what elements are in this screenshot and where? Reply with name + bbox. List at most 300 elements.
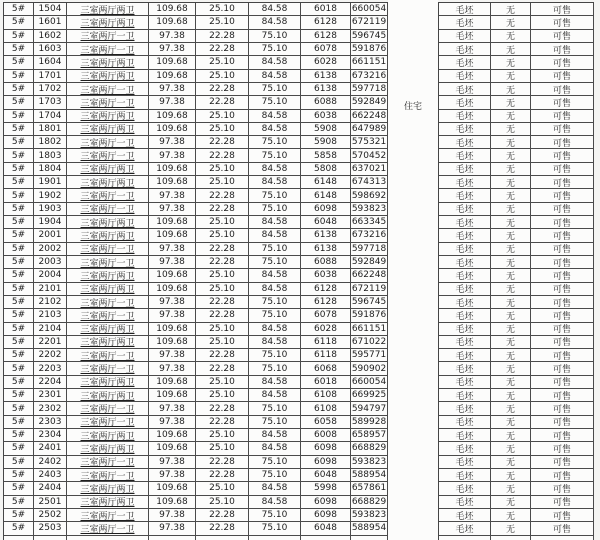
cell-decoration: 毛坯 xyxy=(439,229,491,242)
cell-unit-type[interactable]: 三室两厅一卫 xyxy=(67,243,149,256)
cell-decoration: 毛坯 xyxy=(439,496,491,509)
cell-area: 109.68 xyxy=(149,376,196,389)
cell-area: 109.68 xyxy=(149,3,196,16)
cell-building: 5# xyxy=(4,416,34,429)
cell-unit-type[interactable]: 三室两厅两卫 xyxy=(67,229,149,242)
cell-sale-status: 可售 xyxy=(531,442,594,455)
cell-area: 97.38 xyxy=(149,309,196,322)
cell-total-price: 661151 xyxy=(351,56,388,69)
cell-unit-type[interactable]: 三室两厅一卫 xyxy=(67,522,149,535)
cell-shared-area: 25.10 xyxy=(196,110,249,123)
cell-decoration: 毛坯 xyxy=(439,509,491,522)
cell-unit-type[interactable]: 三室两厅两卫 xyxy=(67,442,149,455)
cell-inner-area: 84.58 xyxy=(249,283,301,296)
cell-room-number: 1902 xyxy=(34,189,67,202)
cell-room-number: 2302 xyxy=(34,402,67,415)
cell-unit-type[interactable]: 三室两厅两卫 xyxy=(67,283,149,296)
cell-inner-area: 75.10 xyxy=(249,83,301,96)
cell-unit-price: 6038 xyxy=(301,110,351,123)
cell-area: 97.38 xyxy=(149,296,196,309)
cell-room-number: 2102 xyxy=(34,296,67,309)
cell-unit-type[interactable]: 三室两厅一卫 xyxy=(67,189,149,202)
cell-unit-price: 6078 xyxy=(301,43,351,56)
cell-room-number: 2103 xyxy=(34,309,67,322)
cell-sale-status: 可售 xyxy=(531,70,594,83)
cell-area: 97.38 xyxy=(149,469,196,482)
cell-unit-price: 6018 xyxy=(301,3,351,16)
cell-unit-type xyxy=(67,536,149,540)
cell-inner-area: 75.10 xyxy=(249,469,301,482)
cell-area: 109.68 xyxy=(149,389,196,402)
cell-shared-area: 25.10 xyxy=(196,336,249,349)
cell-decoration: 毛坯 xyxy=(439,216,491,229)
cell-area: 97.38 xyxy=(149,416,196,429)
cell-mortgage: 无 xyxy=(491,269,531,282)
residential-label: 住宅 xyxy=(403,102,422,112)
cell-unit-type[interactable]: 三室两厅两卫 xyxy=(67,496,149,509)
cell-area: 97.38 xyxy=(149,30,196,43)
cell-unit-price: 6048 xyxy=(301,469,351,482)
cell-shared-area: 22.28 xyxy=(196,349,249,362)
cell-room-number: 1603 xyxy=(34,43,67,56)
cell-building: 5# xyxy=(4,362,34,375)
cell-total-price: 570452 xyxy=(351,149,388,162)
cell-building: 5# xyxy=(4,229,34,242)
cell-area: 109.68 xyxy=(149,70,196,83)
cell-decoration: 毛坯 xyxy=(439,83,491,96)
cell-total-price: 588954 xyxy=(351,469,388,482)
cell-building: 5# xyxy=(4,83,34,96)
cell-decoration: 毛坯 xyxy=(439,309,491,322)
cell-unit-type[interactable]: 三室两厅一卫 xyxy=(67,136,149,149)
cell-total-price: 657861 xyxy=(351,482,388,495)
cell-area: 97.38 xyxy=(149,456,196,469)
sale-status-table xyxy=(438,2,594,540)
cell-unit-type[interactable]: 三室两厅两卫 xyxy=(67,389,149,402)
cell-unit-price: 6028 xyxy=(301,323,351,336)
cell-unit-type[interactable]: 三室两厅两卫 xyxy=(67,376,149,389)
cell-unit-type[interactable]: 三室两厅两卫 xyxy=(67,429,149,442)
cell-shared-area: 25.10 xyxy=(196,229,249,242)
cell-mortgage: 无 xyxy=(491,323,531,336)
cell-sale-status: 可售 xyxy=(531,243,594,256)
cell-sale-status: 可售 xyxy=(531,189,594,202)
cell-shared-area: 25.10 xyxy=(196,123,249,136)
cell-room-number: 2002 xyxy=(34,243,67,256)
cell-mortgage: 无 xyxy=(491,136,531,149)
cell-mortgage: 无 xyxy=(491,203,531,216)
cell-unit-type[interactable]: 三室两厅一卫 xyxy=(67,349,149,362)
cell-room-number: 2503 xyxy=(34,522,67,535)
cell-total-price: 598692 xyxy=(351,189,388,202)
cell-building: 5# xyxy=(4,349,34,362)
cell-unit-type[interactable]: 三室两厅两卫 xyxy=(67,216,149,229)
cell-inner-area: 84.58 xyxy=(249,123,301,136)
cell-unit-type[interactable]: 三室两厅一卫 xyxy=(67,469,149,482)
cell-unit-type[interactable]: 三室两厅一卫 xyxy=(67,43,149,56)
cell-unit-price: 6108 xyxy=(301,402,351,415)
cell-room-number: 1703 xyxy=(34,96,67,109)
cell-mortgage: 无 xyxy=(491,402,531,415)
cell-room-number: 2203 xyxy=(34,362,67,375)
cell-building: 5# xyxy=(4,456,34,469)
cell-room-number: 1803 xyxy=(34,149,67,162)
cell-decoration: 毛坯 xyxy=(439,243,491,256)
cell-mortgage: 无 xyxy=(491,110,531,123)
cell-unit-type[interactable]: 三室两厅两卫 xyxy=(67,336,149,349)
cell-unit-price: 6088 xyxy=(301,96,351,109)
cell-unit-type[interactable]: 三室两厅一卫 xyxy=(67,256,149,269)
cell-inner-area: 75.10 xyxy=(249,416,301,429)
cell-total-price: 590902 xyxy=(351,362,388,375)
cell-inner-area xyxy=(249,536,301,540)
cell-building xyxy=(4,536,34,540)
cell-room-number: 1701 xyxy=(34,70,67,83)
cell-room-number: 2502 xyxy=(34,509,67,522)
cell-mortgage: 无 xyxy=(491,123,531,136)
cell-unit-price: 6148 xyxy=(301,189,351,202)
cell-unit-type[interactable]: 三室两厅一卫 xyxy=(67,309,149,322)
cell-unit-type[interactable]: 三室两厅两卫 xyxy=(67,70,149,83)
cell-room-number: 2202 xyxy=(34,349,67,362)
cell-sale-status: 可售 xyxy=(531,123,594,136)
cell-unit-type[interactable]: 三室两厅两卫 xyxy=(67,110,149,123)
cell-decoration: 毛坯 xyxy=(439,296,491,309)
cell-sale-status: 可售 xyxy=(531,43,594,56)
cell-decoration: 毛坯 xyxy=(439,376,491,389)
cell-mortgage: 无 xyxy=(491,416,531,429)
cell-total-price: 672119 xyxy=(351,283,388,296)
cell-total-price: 671022 xyxy=(351,336,388,349)
cell-decoration: 毛坯 xyxy=(439,416,491,429)
cell-mortgage: 无 xyxy=(491,149,531,162)
cell-unit-price: 6048 xyxy=(301,216,351,229)
cell-room-number: 2104 xyxy=(34,323,67,336)
cell-building: 5# xyxy=(4,509,34,522)
cell-area xyxy=(149,536,196,540)
cell-room-number: 2204 xyxy=(34,376,67,389)
cell-unit-price: 6098 xyxy=(301,509,351,522)
cell-shared-area: 25.10 xyxy=(196,482,249,495)
cell-shared-area: 25.10 xyxy=(196,176,249,189)
cell-building: 5# xyxy=(4,3,34,16)
cell-unit-type[interactable]: 三室两厅两卫 xyxy=(67,16,149,29)
cell-decoration: 毛坯 xyxy=(439,429,491,442)
cell-mortgage: 无 xyxy=(491,309,531,322)
cell-area: 109.68 xyxy=(149,163,196,176)
cell-area: 109.68 xyxy=(149,442,196,455)
cell-shared-area: 22.28 xyxy=(196,522,249,535)
cell-unit-type[interactable]: 三室两厅两卫 xyxy=(67,3,149,16)
cell-total-price: 668829 xyxy=(351,496,388,509)
cell-sale-status: 可售 xyxy=(531,336,594,349)
cell-mortgage: 无 xyxy=(491,243,531,256)
cell-total-price: 661151 xyxy=(351,323,388,336)
cell-room-number: 1802 xyxy=(34,136,67,149)
cell-inner-area: 75.10 xyxy=(249,189,301,202)
cell-unit-price: 6118 xyxy=(301,349,351,362)
cell-inner-area: 84.58 xyxy=(249,336,301,349)
cell-decoration: 毛坯 xyxy=(439,136,491,149)
cell-building: 5# xyxy=(4,43,34,56)
cell-inner-area: 75.10 xyxy=(249,149,301,162)
cell-inner-area: 75.10 xyxy=(249,43,301,56)
cell-area: 109.68 xyxy=(149,176,196,189)
cell-shared-area: 22.28 xyxy=(196,136,249,149)
cell-room-number: 1801 xyxy=(34,123,67,136)
cell-total-price: 669925 xyxy=(351,389,388,402)
cell-unit-price: 6098 xyxy=(301,203,351,216)
cell-room-number: 2101 xyxy=(34,283,67,296)
cell-building: 5# xyxy=(4,163,34,176)
cell-mortgage: 无 xyxy=(491,522,531,535)
cell-shared-area: 22.28 xyxy=(196,456,249,469)
cell-building: 5# xyxy=(4,482,34,495)
cell-building: 5# xyxy=(4,256,34,269)
cell-decoration: 毛坯 xyxy=(439,456,491,469)
cell-area: 109.68 xyxy=(149,323,196,336)
cell-shared-area: 22.28 xyxy=(196,416,249,429)
cell-unit-type[interactable]: 三室两厅两卫 xyxy=(67,176,149,189)
cell-unit-price: 5908 xyxy=(301,123,351,136)
cell-area: 97.38 xyxy=(149,243,196,256)
cell-inner-area: 84.58 xyxy=(249,229,301,242)
cell-total-price: 662248 xyxy=(351,269,388,282)
cell-building: 5# xyxy=(4,16,34,29)
cell-total-price: 595771 xyxy=(351,349,388,362)
cell-sale-status: 可售 xyxy=(531,349,594,362)
cell-mortgage: 无 xyxy=(491,482,531,495)
cell-unit-type[interactable]: 三室两厅两卫 xyxy=(67,123,149,136)
cell-mortgage: 无 xyxy=(491,216,531,229)
cell-unit-price: 6008 xyxy=(301,429,351,442)
cell-total-price: 591876 xyxy=(351,309,388,322)
cell-sale-status: 可售 xyxy=(531,229,594,242)
cell-shared-area: 22.28 xyxy=(196,309,249,322)
cell-shared-area: 25.10 xyxy=(196,323,249,336)
cell-shared-area: 25.10 xyxy=(196,283,249,296)
cell-mortgage: 无 xyxy=(491,296,531,309)
cell-decoration: 毛坯 xyxy=(439,123,491,136)
cell-mortgage: 无 xyxy=(491,429,531,442)
cell-area: 109.68 xyxy=(149,229,196,242)
cell-unit-price: 6128 xyxy=(301,16,351,29)
cell-area: 109.68 xyxy=(149,216,196,229)
cell-unit-type[interactable]: 三室两厅一卫 xyxy=(67,30,149,43)
cell-inner-area: 75.10 xyxy=(249,256,301,269)
cell-sale-status: 可售 xyxy=(531,402,594,415)
cell-building: 5# xyxy=(4,110,34,123)
cell-area: 109.68 xyxy=(149,123,196,136)
cell-area: 97.38 xyxy=(149,349,196,362)
cell-mortgage: 无 xyxy=(491,56,531,69)
cell-shared-area: 22.28 xyxy=(196,30,249,43)
cell-building: 5# xyxy=(4,522,34,535)
cell-total-price: 673216 xyxy=(351,70,388,83)
cell-total-price: 593823 xyxy=(351,456,388,469)
cell-unit-type[interactable]: 三室两厅一卫 xyxy=(67,509,149,522)
cell-room-number: 2402 xyxy=(34,456,67,469)
cell-decoration: 毛坯 xyxy=(439,323,491,336)
cell-total-price: 589928 xyxy=(351,416,388,429)
cell-unit-price: 6148 xyxy=(301,176,351,189)
cell-shared-area: 22.28 xyxy=(196,362,249,375)
cell-total-price: 658957 xyxy=(351,429,388,442)
cell-room-number: 2404 xyxy=(34,482,67,495)
cell-area: 109.68 xyxy=(149,429,196,442)
cell-inner-area: 84.58 xyxy=(249,376,301,389)
cell-unit-price: 6068 xyxy=(301,362,351,375)
cell-mortgage: 无 xyxy=(491,16,531,29)
cell-unit-price: 6138 xyxy=(301,70,351,83)
cell-unit-price: 6138 xyxy=(301,243,351,256)
cell-sale-status: 可售 xyxy=(531,509,594,522)
cell-building: 5# xyxy=(4,309,34,322)
cell-unit-type[interactable]: 三室两厅一卫 xyxy=(67,149,149,162)
cell-building: 5# xyxy=(4,96,34,109)
cell-inner-area: 75.10 xyxy=(249,362,301,375)
cell-room-number xyxy=(34,536,67,540)
cell-sale-status: 可售 xyxy=(531,429,594,442)
cell-unit-price: 6078 xyxy=(301,309,351,322)
cell-shared-area: 25.10 xyxy=(196,163,249,176)
cell-decoration: 毛坯 xyxy=(439,30,491,43)
cell-unit-price: 6098 xyxy=(301,442,351,455)
cell-decoration: 毛坯 xyxy=(439,176,491,189)
cell-area: 97.38 xyxy=(149,203,196,216)
cell-decoration: 毛坯 xyxy=(439,336,491,349)
cell-unit-type[interactable]: 三室两厅一卫 xyxy=(67,296,149,309)
cell-area: 97.38 xyxy=(149,149,196,162)
cell-total-price: 592849 xyxy=(351,96,388,109)
cell-unit-price: 6128 xyxy=(301,30,351,43)
cell-building: 5# xyxy=(4,496,34,509)
cell-decoration: 毛坯 xyxy=(439,256,491,269)
cell-inner-area: 84.58 xyxy=(249,429,301,442)
cell-unit-type[interactable]: 三室两厅一卫 xyxy=(67,203,149,216)
cell-inner-area: 84.58 xyxy=(249,3,301,16)
cell-sale-status: 可售 xyxy=(531,323,594,336)
cell-mortgage: 无 xyxy=(491,96,531,109)
cell-unit-type[interactable]: 三室两厅一卫 xyxy=(67,402,149,415)
cell-area: 97.38 xyxy=(149,256,196,269)
cell-decoration: 毛坯 xyxy=(439,96,491,109)
cell-mortgage: 无 xyxy=(491,70,531,83)
cell-decoration: 毛坯 xyxy=(439,110,491,123)
cell-unit-price: 6128 xyxy=(301,296,351,309)
cell-mortgage: 无 xyxy=(491,469,531,482)
cell-mortgage: 无 xyxy=(491,362,531,375)
cell-building: 5# xyxy=(4,402,34,415)
cell-total-price: 660054 xyxy=(351,3,388,16)
cell-mortgage: 无 xyxy=(491,389,531,402)
cell-total-price: 591876 xyxy=(351,43,388,56)
cell-sale-status: 可售 xyxy=(531,3,594,16)
cell-unit-type[interactable]: 三室两厅一卫 xyxy=(67,416,149,429)
cell-inner-area: 75.10 xyxy=(249,456,301,469)
cell-room-number: 2004 xyxy=(34,269,67,282)
cell-unit-price: 6138 xyxy=(301,83,351,96)
cell-total-price: 597718 xyxy=(351,83,388,96)
cell-decoration: 毛坯 xyxy=(439,203,491,216)
cell-sale-status: 可售 xyxy=(531,83,594,96)
cell-sale-status: 可售 xyxy=(531,309,594,322)
cell-inner-area: 84.58 xyxy=(249,163,301,176)
cell-decoration: 毛坯 xyxy=(439,389,491,402)
cell-inner-area: 75.10 xyxy=(249,136,301,149)
cell-shared-area: 22.28 xyxy=(196,243,249,256)
cell-unit-price: 5998 xyxy=(301,482,351,495)
cell-inner-area: 75.10 xyxy=(249,203,301,216)
cell-building: 5# xyxy=(4,123,34,136)
cell-unit-type[interactable]: 三室两厅一卫 xyxy=(67,96,149,109)
cell-unit-price: 6088 xyxy=(301,256,351,269)
cell-sale-status: 可售 xyxy=(531,256,594,269)
cell-unit-type[interactable]: 三室两厅两卫 xyxy=(67,323,149,336)
cell-unit-type[interactable]: 三室两厅两卫 xyxy=(67,269,149,282)
cell-area: 97.38 xyxy=(149,402,196,415)
cell-shared-area xyxy=(196,536,249,540)
cell-room-number: 2403 xyxy=(34,469,67,482)
cell-room-number: 2003 xyxy=(34,256,67,269)
cell-area: 97.38 xyxy=(149,136,196,149)
cell-building: 5# xyxy=(4,56,34,69)
cell-total-price: 593823 xyxy=(351,509,388,522)
cell-room-number: 1504 xyxy=(34,3,67,16)
cell-unit-type[interactable]: 三室两厅一卫 xyxy=(67,362,149,375)
cell-total-price: 647989 xyxy=(351,123,388,136)
cell-mortgage: 无 xyxy=(491,349,531,362)
cell-unit-type[interactable]: 三室两厅两卫 xyxy=(67,482,149,495)
cell-room-number: 2304 xyxy=(34,429,67,442)
cell-total-price: 594797 xyxy=(351,402,388,415)
cell-mortgage: 无 xyxy=(491,176,531,189)
cell-inner-area: 84.58 xyxy=(249,56,301,69)
cell-sale-status: 可售 xyxy=(531,56,594,69)
cell-shared-area: 25.10 xyxy=(196,429,249,442)
cell-room-number: 2303 xyxy=(34,416,67,429)
cell-sale-status: 可售 xyxy=(531,176,594,189)
cell-unit-type[interactable]: 三室两厅一卫 xyxy=(67,456,149,469)
cell-area: 109.68 xyxy=(149,496,196,509)
cell-sale-status: 可售 xyxy=(531,136,594,149)
cell-area: 109.68 xyxy=(149,482,196,495)
cell-sale-status: 可售 xyxy=(531,376,594,389)
cell-mortgage: 无 xyxy=(491,43,531,56)
cell-decoration: 毛坯 xyxy=(439,16,491,29)
cell-room-number: 1904 xyxy=(34,216,67,229)
cell-building: 5# xyxy=(4,243,34,256)
cell-shared-area: 22.28 xyxy=(196,203,249,216)
cell-decoration: 毛坯 xyxy=(439,70,491,83)
cell-room-number: 2201 xyxy=(34,336,67,349)
cell-unit-type[interactable]: 三室两厅一卫 xyxy=(67,83,149,96)
cell-building: 5# xyxy=(4,136,34,149)
cell-sale-status: 可售 xyxy=(531,482,594,495)
cell-room-number: 1702 xyxy=(34,83,67,96)
cell-area: 97.38 xyxy=(149,189,196,202)
cell-unit-type[interactable]: 三室两厅两卫 xyxy=(67,163,149,176)
cell-decoration: 毛坯 xyxy=(439,469,491,482)
cell-inner-area: 75.10 xyxy=(249,243,301,256)
cell-building: 5# xyxy=(4,283,34,296)
cell-building: 5# xyxy=(4,216,34,229)
cell-inner-area: 84.58 xyxy=(249,323,301,336)
cell-unit-type[interactable]: 三室两厅两卫 xyxy=(67,56,149,69)
cell-sale-status: 可售 xyxy=(531,456,594,469)
cell-room-number: 2301 xyxy=(34,389,67,402)
cell-shared-area: 22.28 xyxy=(196,402,249,415)
